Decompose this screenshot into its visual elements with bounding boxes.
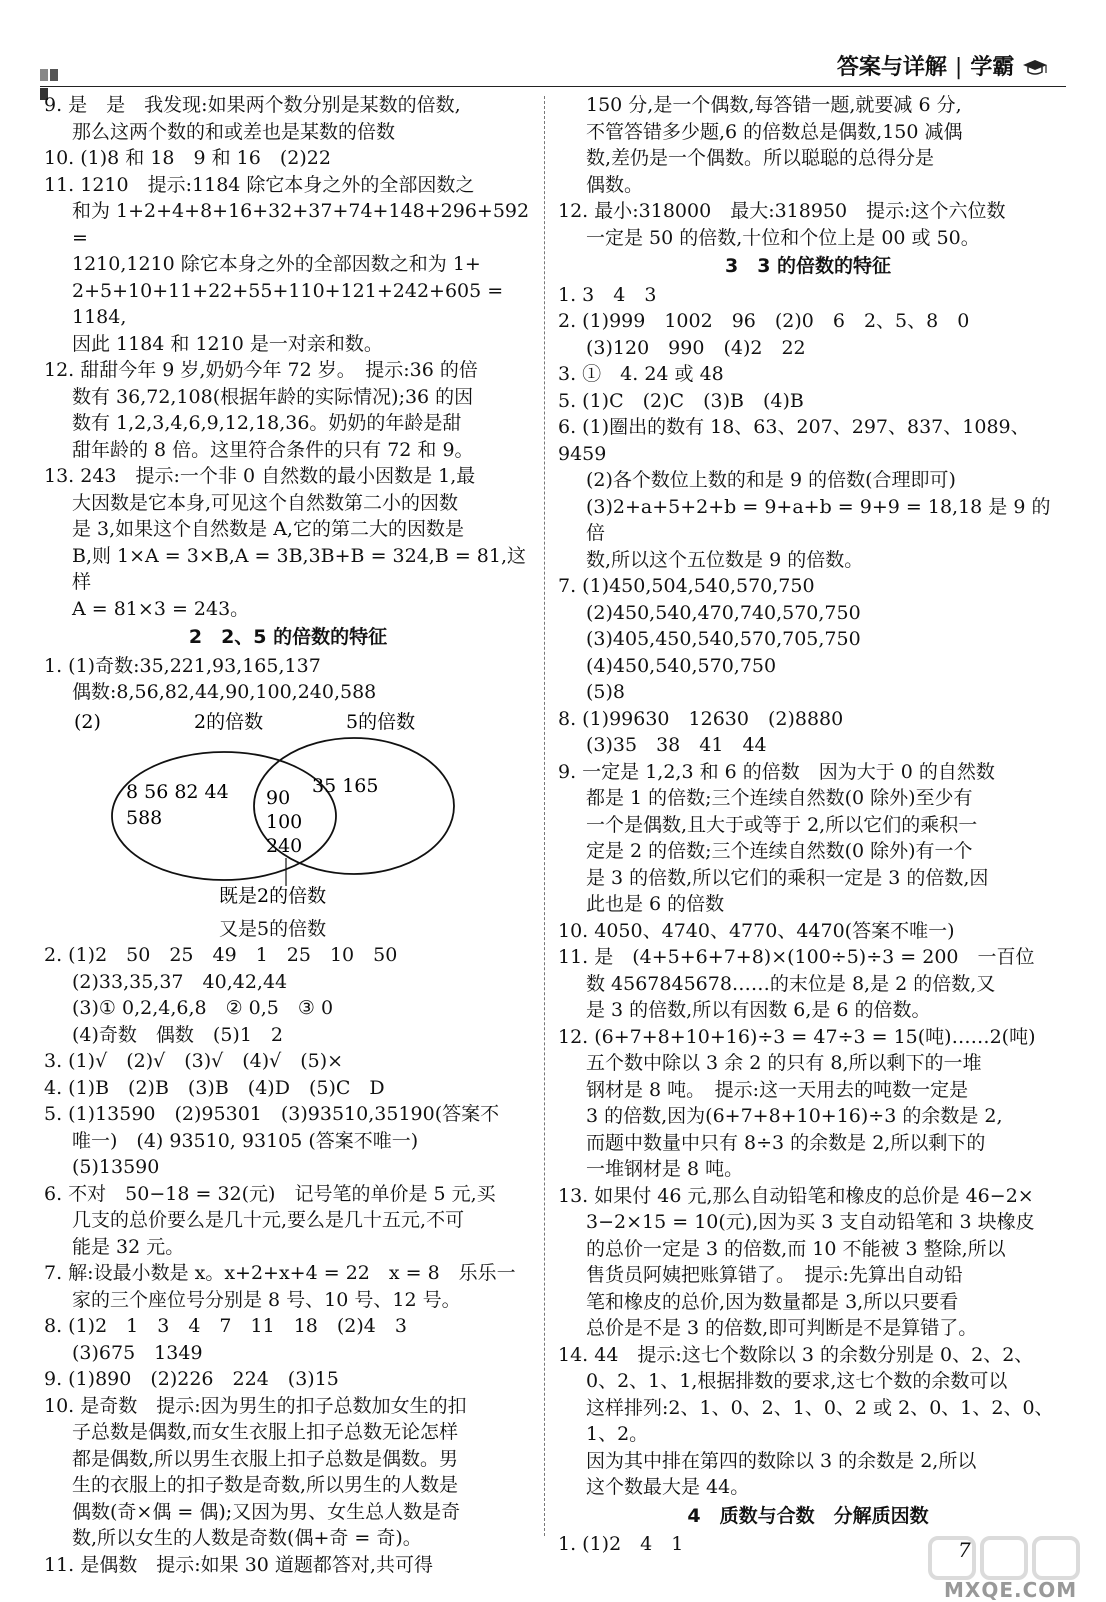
answer-line: 5. (1)C (2)C (3)B (4)B — [558, 389, 804, 412]
venn-left-title: 2的倍数 — [194, 710, 264, 733]
answer-line: 0、2、1、1,根据排数的要求,这七个数的余数可以 — [586, 1370, 1008, 1392]
header-title-right: 学霸 — [970, 55, 1015, 80]
left-column — [44, 92, 536, 1578]
answer-line: 数 4567845678……的末位是 8,是 2 的倍数,又 — [586, 972, 996, 995]
answer-line: 2. (1)999 1002 96 (2)0 6 2、5、8 0 — [558, 310, 970, 332]
venn-diagram — [54, 706, 514, 920]
answer-line: 偶数。 — [586, 173, 644, 196]
answer-line: (5)8 — [586, 681, 626, 703]
answer-line: (3)405,450,540,570,705,750 — [586, 628, 861, 650]
graduation-cap-icon — [1022, 58, 1048, 78]
answer-line: 定是 2 的倍数;三个连续自然数(0 除外)有一个 — [586, 840, 973, 862]
venn-note: 又是5的倍数 — [219, 917, 327, 940]
answer-line: 数,所以女生的人数是奇数(偶+奇 = 奇)。 — [72, 1527, 422, 1549]
answer-line: 大因数是它本身,可见这个自然数第二小的因数 — [72, 491, 459, 514]
answer-line: 而题中数量中只有 8÷3 的余数是 2,所以剩下的 — [586, 1131, 986, 1154]
header-decoration — [40, 66, 68, 80]
answer-line: 和为 1+2+4+8+16+32+37+74+148+296+592 = — [72, 200, 536, 249]
watermark-site: MXQE.COM — [944, 1578, 1078, 1602]
answer-line: 9. 一定是 1,2,3 和 6 的倍数 因为大于 0 的自然数 — [558, 760, 995, 783]
answer-line: 是 3 的倍数,所以有因数 6,是 6 的倍数。 — [586, 999, 931, 1021]
answer-line: 子总数是偶数,而女生衣服上扣子总数无论怎样 — [72, 1421, 459, 1443]
venn-right-title: 5的倍数 — [346, 710, 416, 733]
answer-line: 13. 243 提示:一个非 0 自然数的最小因数是 1,最 — [44, 465, 476, 487]
answer-line: 数有 36,72,108(根据年龄的实际情况);36 的因 — [72, 385, 474, 408]
answer-line: 此也是 6 的倍数 — [586, 893, 725, 915]
page-number: 7 — [958, 1538, 971, 1562]
page-header — [0, 0, 1106, 90]
answer-line: 1210,1210 除它本身之外的全部因数之和为 1+ — [72, 253, 481, 275]
answer-line: 9. 是 是 我发现:如果两个数分别是某数的倍数, — [44, 94, 461, 116]
answer-line: B,则 1×A = 3×B,A = 3B,3B+B = 324,B = 81,这样 — [72, 544, 527, 593]
answer-line: 1. (1)2 4 1 — [558, 1533, 684, 1555]
answer-line: 都是 1 的倍数;三个连续自然数(0 除外)至少有 — [586, 787, 973, 809]
answer-line: 偶数:8,56,82,44,90,100,240,588 — [72, 681, 377, 703]
answer-line: (2)33,35,37 40,42,44 — [72, 970, 288, 993]
answer-line: 生的衣服上的扣子数是奇数,所以男生的人数是 — [72, 1474, 459, 1496]
answer-line: 这个数最大是 44。 — [586, 1476, 750, 1498]
answer-line: 2. (1)2 50 25 49 1 25 10 50 — [44, 944, 398, 966]
answer-line: (2)各个数位上数的和是 9 的倍数(合理即可) — [586, 469, 956, 491]
answer-line: 能是 32 元。 — [72, 1235, 185, 1258]
answer-line: 7. 解:设最小数是 x。x+2+x+4 = 22 x = 8 乐乐一 — [44, 1262, 516, 1284]
answer-line: 总价是不是 3 的倍数,即可判断是不是算错了。 — [586, 1317, 978, 1339]
answer-line: 3. ① 4. 24 或 48 — [558, 363, 724, 385]
section-title: 3 3 的倍数的特征 — [724, 255, 892, 277]
answer-line: 4. (1)B (2)B (3)B (4)D (5)C D — [44, 1076, 385, 1099]
answer-line: 的总价一定是 3 的倍数,而 10 不能被 3 整除,所以 — [586, 1237, 1006, 1260]
answer-line: 8. (1)2 1 3 4 7 11 18 (2)4 3 — [44, 1315, 407, 1337]
answer-line: 家的三个座位号分别是 8 号、10 号、12 号。 — [72, 1288, 461, 1311]
answer-line: 数有 1,2,3,4,6,9,12,18,36。奶奶的年龄是甜 — [72, 412, 462, 434]
answer-line: 13. 如果付 46 元,那么自动铅笔和橡皮的总价是 46−2× — [558, 1184, 1034, 1207]
venn-right-values: 35 165 — [312, 774, 379, 797]
answer-line: 1. (1)奇数:35,221,93,165,137 — [44, 654, 321, 677]
answer-line: 5. (1)13590 (2)95301 (3)93510,35190(答案不 — [44, 1103, 500, 1125]
answer-line: 一定是 50 的倍数,十位和个位上是 00 或 50。 — [586, 226, 980, 249]
answer-line: 2+5+10+11+22+55+110+121+242+605 = 1184, — [72, 279, 510, 328]
venn-note: 既是2的倍数 — [219, 884, 327, 907]
venn-intersection-value: 100 — [266, 810, 303, 833]
answer-line: (5)13590 — [72, 1156, 160, 1178]
answer-line: 都是偶数,所以男生衣服上扣子总数是偶数。男 — [72, 1447, 459, 1470]
answer-line: 1. 3 4 3 — [558, 283, 657, 306]
answer-line: 因为其中排在第四的数除以 3 的余数是 2,所以 — [586, 1449, 977, 1472]
answer-line: (2)450,540,470,740,570,750 — [586, 601, 861, 624]
answer-line: 10. 4050、4740、4770、4470(答案不唯一) — [558, 919, 955, 942]
section-title: 4 质数与合数 分解质因数 — [687, 1504, 929, 1527]
answer-line: 是 3 的倍数,所以它们的乘积一定是 3 的倍数,因 — [586, 866, 989, 889]
answer-line: 10. 是奇数 提示:因为男生的扣子总数加女生的扣 — [44, 1394, 467, 1417]
answer-line: (3)2+a+5+2+b = 9+a+b = 9+9 = 18,18 是 9 的倍 — [586, 495, 1051, 544]
answer-line: 几支的总价要么是几十元,要么是几十五元,不可 — [72, 1209, 465, 1231]
answer-line: (4)奇数 偶数 (5)1 2 — [72, 1023, 284, 1046]
answer-line: 偶数(奇×偶 = 偶);又因为男、女生总人数是奇 — [72, 1500, 461, 1523]
answer-line: (3)120 990 (4)2 22 — [586, 336, 806, 359]
answer-line: 售货员阿姨把账算错了。 提示:先算出自动铅 — [586, 1264, 963, 1286]
answer-line: 12. 最小:318000 最大:318950 提示:这个六位数 — [558, 200, 1006, 222]
venn-label: (2) — [74, 710, 101, 733]
answer-line: 11. 是偶数 提示:如果 30 道题都答对,共可得 — [44, 1553, 433, 1576]
answer-line: 11. 1210 提示:1184 除它本身之外的全部因数之 — [44, 173, 475, 196]
answer-line: 10. (1)8 和 18 9 和 16 (2)22 — [44, 147, 331, 169]
venn-intersection-value: 240 — [266, 834, 303, 857]
answer-line: A = 81×3 = 243。 — [72, 597, 250, 620]
column-divider — [544, 96, 545, 1536]
answer-line: (3)35 38 41 44 — [586, 734, 767, 756]
section-title: 2 2、5 的倍数的特征 — [188, 626, 388, 648]
answer-line: 14. 44 提示:这七个数除以 3 的余数分别是 0、2、2、 — [558, 1343, 1034, 1366]
answer-line: 五个数中除以 3 余 2 的只有 8,所以剩下的一堆 — [586, 1052, 982, 1074]
answer-line: (3)① 0,2,4,6,8 ② 0,5 ③ 0 — [72, 997, 334, 1019]
right-column — [558, 92, 1058, 1558]
answer-line: 12. (6+7+8+10+16)÷3 = 47÷3 = 15(吨)……2(吨) — [558, 1025, 1036, 1048]
answer-line: 12. 甜甜今年 9 岁,奶奶今年 72 岁。 提示:36 的倍 — [44, 359, 478, 381]
answer-line: 8. (1)99630 12630 (2)8880 — [558, 707, 844, 730]
header-rule — [40, 86, 1066, 87]
answer-line: (3)675 1349 — [72, 1341, 203, 1364]
answer-line: 3−2×15 = 10(元),因为买 3 支自动铅笔和 3 块橡皮 — [586, 1211, 1035, 1233]
answer-line: 这样排列:2、1、0、2、1、0、2 或 2、0、1、2、0、1、2。 — [586, 1396, 1054, 1445]
answer-line: 3 的倍数,因为(6+7+8+10+16)÷3 的余数是 2, — [586, 1105, 1003, 1127]
venn-left-values: 588 — [126, 806, 163, 829]
answer-line: 笔和橡皮的总价,因为数量都是 3,所以只要看 — [586, 1290, 959, 1313]
header-title: 答案与详解 | 学霸 — [837, 50, 1048, 81]
answer-line: 钢材是 8 吨。 提示:这一天用去的吨数一定是 — [586, 1078, 969, 1101]
answer-line: 甜年龄的 8 倍。这里符合条件的只有 72 和 9。 — [72, 438, 474, 461]
answer-line: 9. (1)890 (2)226 224 (3)15 — [44, 1368, 339, 1390]
answer-line: 7. (1)450,504,540,570,750 — [558, 575, 815, 597]
answer-line: (4)450,540,570,750 — [586, 654, 777, 677]
answer-line: 6. (1)圈出的数有 18、63、207、297、837、1089、9459 — [558, 416, 1030, 465]
answer-line: 150 分,是一个偶数,每答错一题,就要减 6 分, — [586, 94, 962, 116]
answer-line: 一堆钢材是 8 吨。 — [586, 1158, 744, 1180]
answer-line: 是 3,如果这个自然数是 A,它的第二大的因数是 — [72, 518, 464, 540]
answer-line: 11. 是 (4+5+6+7+8)×(100÷5)÷3 = 200 一百位 — [558, 946, 1035, 968]
answer-line: 一个是偶数,且大于或等于 2,所以它们的乘积一 — [586, 813, 978, 836]
answer-line: 不管答错多少题,6 的倍数总是偶数,150 减偶 — [586, 120, 963, 143]
answer-line: 因此 1184 和 1210 是一对亲和数。 — [72, 332, 383, 355]
answer-line: 6. 不对 50−18 = 32(元) 记号笔的单价是 5 元,买 — [44, 1182, 496, 1205]
answer-line: 数,所以这个五位数是 9 的倍数。 — [586, 548, 864, 571]
venn-intersection-value: 90 — [266, 786, 291, 809]
header-title-left: 答案与详解 — [836, 55, 947, 80]
answer-line: 唯一) (4) 93510, 93105 (答案不唯一) — [72, 1129, 419, 1152]
answer-line: 数,差仍是一个偶数。所以聪聪的总得分是 — [586, 147, 935, 169]
answer-line: 3. (1)√ (2)√ (3)√ (4)√ (5)× — [44, 1050, 344, 1072]
venn-left-values: 8 56 82 44 — [126, 780, 229, 803]
answer-line: 那么这两个数的和或差也是某数的倍数 — [72, 120, 396, 143]
